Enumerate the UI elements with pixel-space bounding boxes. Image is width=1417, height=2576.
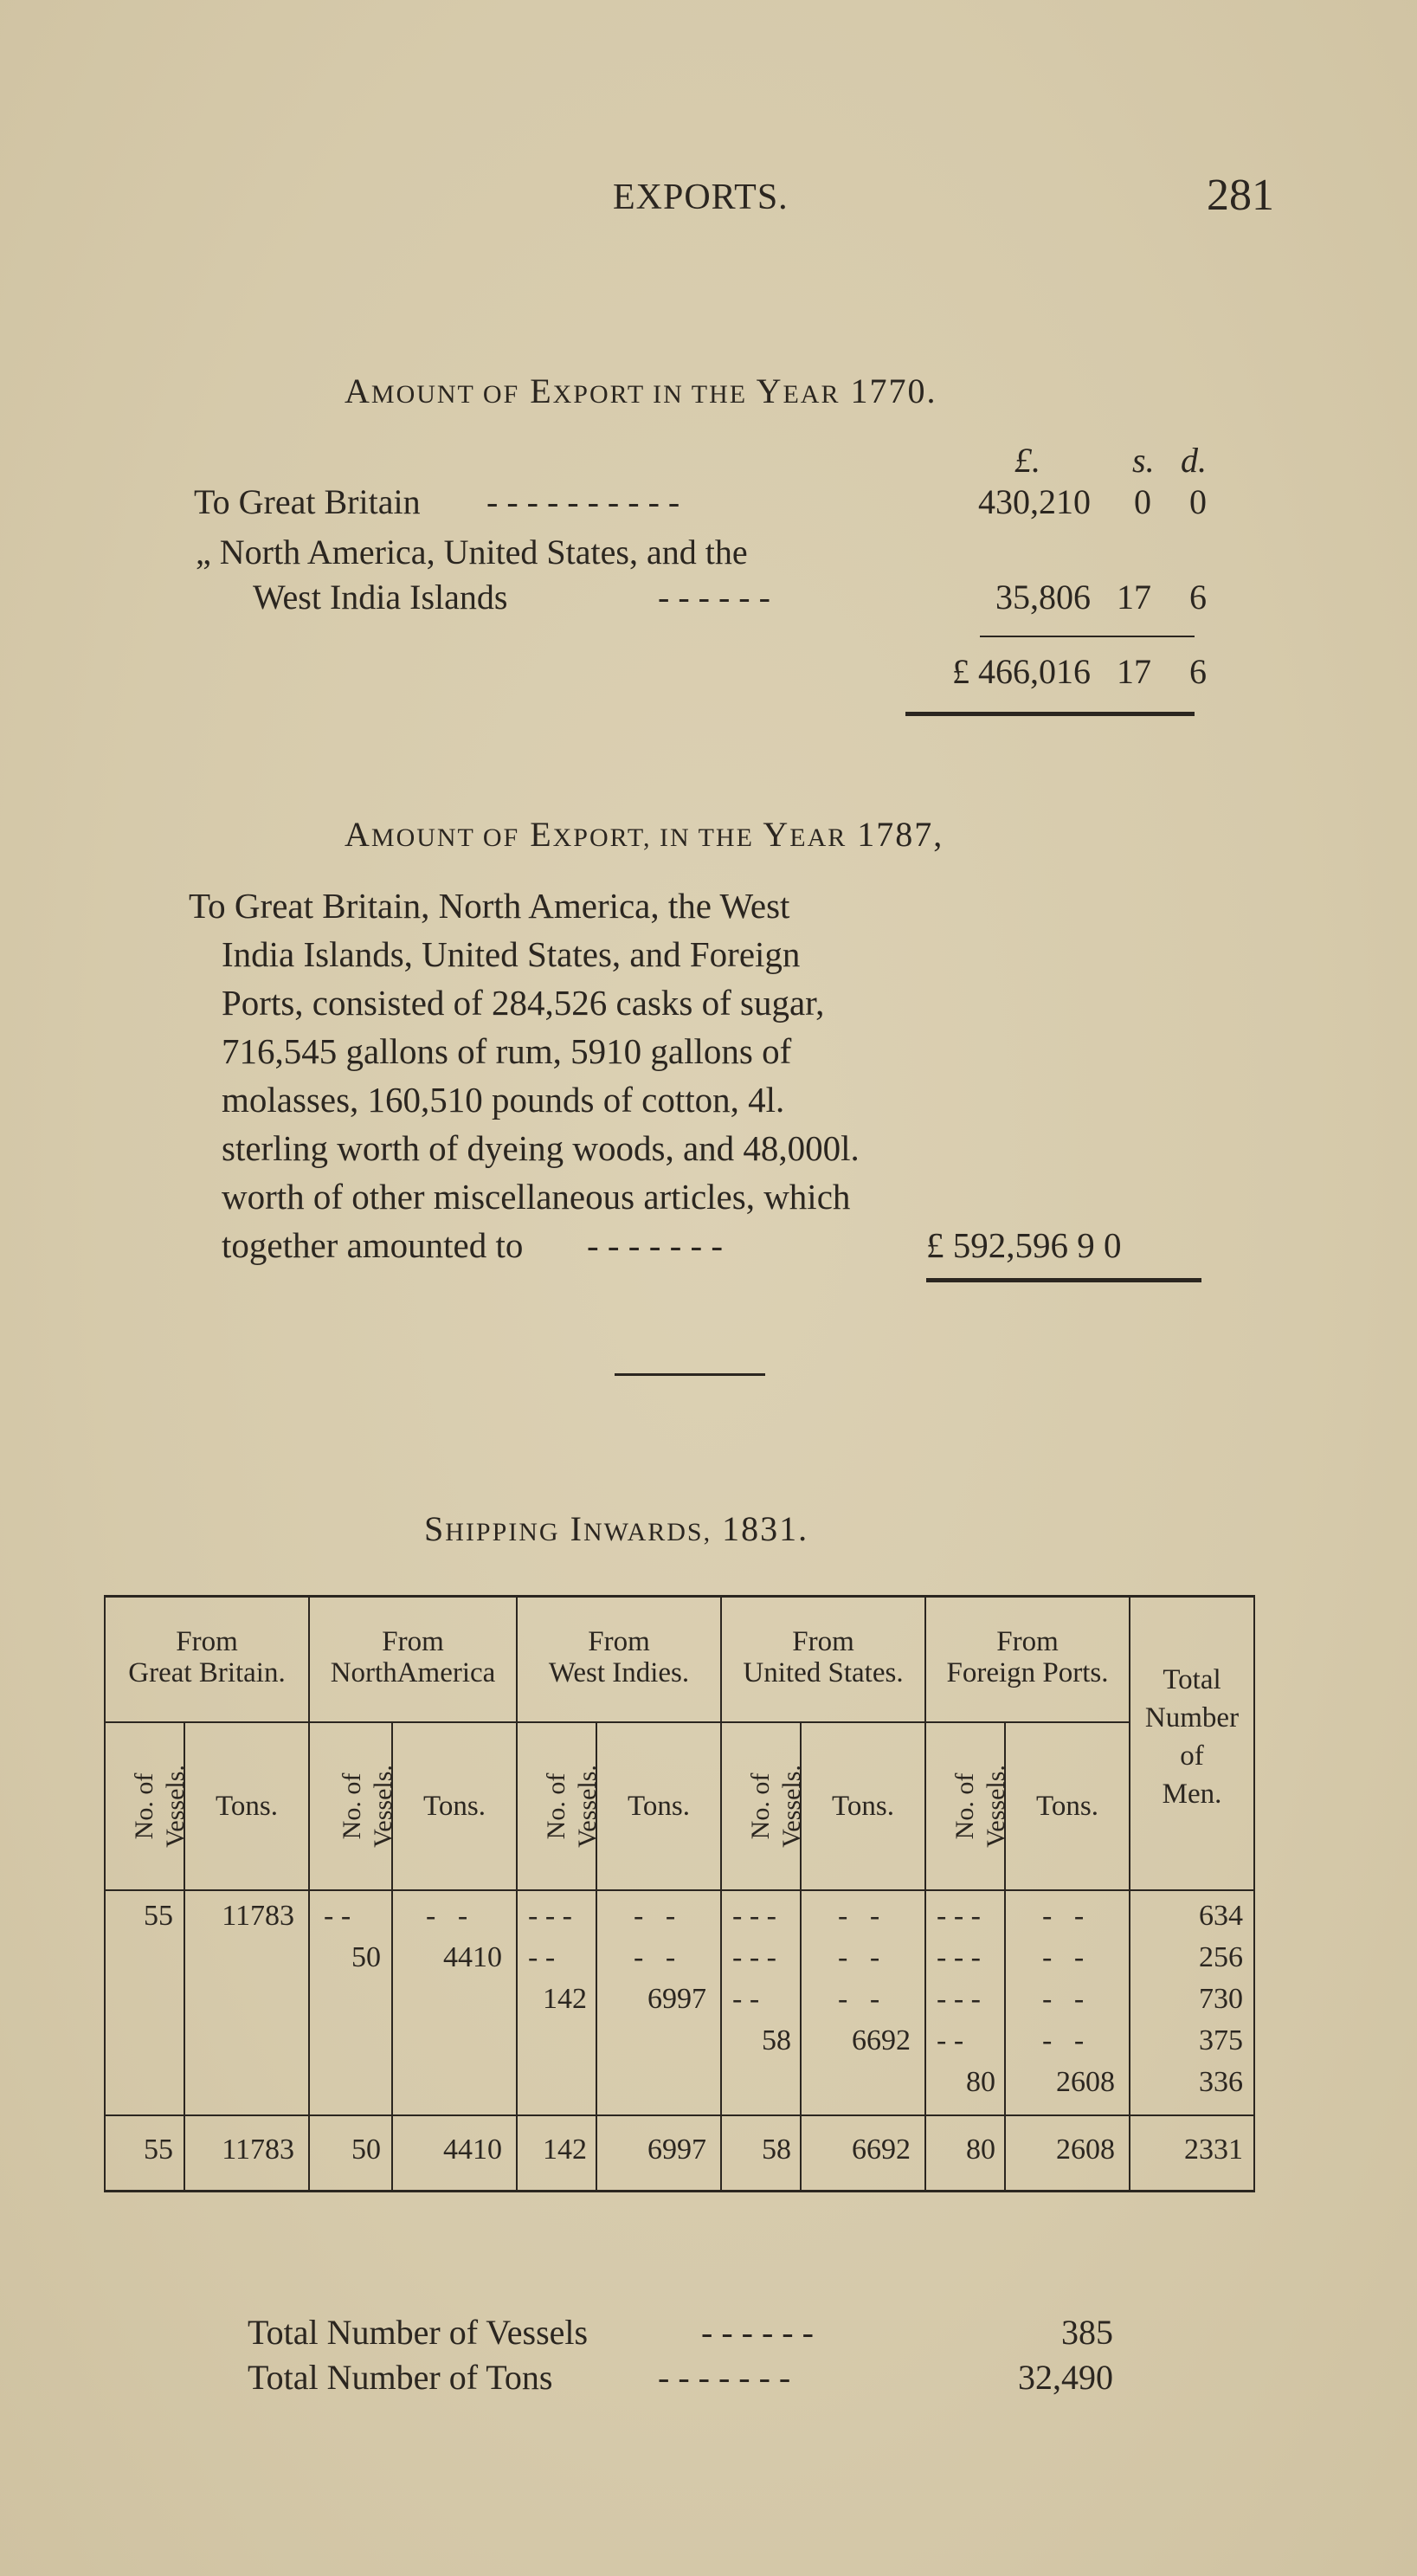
- row4-men: 375: [1199, 2024, 1243, 2056]
- section-title-1787: AMOUNT OF EXPORT, IN THE YEAR 1787,: [345, 815, 944, 854]
- paragraph-line: molasses, 160,510 pounds of cotton, 4l.: [222, 1080, 785, 1120]
- total-fp-vessels: 80: [966, 2134, 995, 2166]
- group-header-great-britain: From Great Britain.: [128, 1626, 286, 1688]
- row2-na-vessels: 50: [351, 1941, 381, 1973]
- row-west-india-pounds: 35,806: [995, 578, 1091, 617]
- row3-men: 730: [1199, 1983, 1243, 2015]
- pounds-header: £.: [1014, 441, 1040, 480]
- subheader-vessels: No. of Vessels.: [542, 1765, 602, 1848]
- total-us-vessels: 58: [762, 2134, 791, 2166]
- total-1770-shillings: 17: [1117, 652, 1151, 691]
- paragraph-line: worth of other miscellaneous articles, which: [222, 1177, 851, 1217]
- total-men-header: Total Number of Men.: [1144, 1664, 1240, 1810]
- summary-vessels-value: 385: [1061, 2313, 1113, 2352]
- paragraph-line: 716,545 gallons of rum, 5910 gallons of: [222, 1031, 792, 1071]
- row3-wi-vessels: 142: [543, 1983, 587, 2015]
- row-great-britain-shillings: 0: [1134, 482, 1151, 521]
- total-men: 2331: [1184, 2134, 1243, 2166]
- summary-tons-label: Total Number of Tons: [248, 2358, 553, 2397]
- row-west-india-shillings: 17: [1117, 578, 1151, 617]
- row-great-britain-leader: - - - - - - - - - -: [486, 482, 680, 521]
- row-west-india-label: West India Islands: [253, 578, 508, 617]
- paragraph-line: To Great Britain, North America, the West: [189, 886, 790, 926]
- total-wi-tons: 6997: [647, 2134, 706, 2166]
- row4-us-tons: 6692: [852, 2024, 911, 2056]
- subheader-vessels: No. of Vessels.: [950, 1765, 1010, 1848]
- row3-wi-tons: 6997: [647, 1983, 706, 2015]
- paragraph-line: together amounted to: [222, 1225, 524, 1265]
- subheader-vessels: No. of Vessels.: [338, 1765, 397, 1848]
- summary-tons-value: 32,490: [1018, 2358, 1113, 2397]
- row-great-britain-label: To Great Britain: [194, 482, 421, 521]
- row1-gb-vessels: 55: [144, 1900, 173, 1932]
- total-fp-tons: 2608: [1056, 2134, 1115, 2166]
- section-divider: [615, 1373, 765, 1376]
- total-na-tons: 4410: [443, 2134, 502, 2166]
- row-west-india-pence: 6: [1189, 578, 1207, 617]
- paragraph-line: Ports, consisted of 284,526 casks of sugar,: [222, 983, 825, 1023]
- subheader-vessels: No. of Vessels.: [130, 1765, 190, 1848]
- group-header-north-america: From NorthAmerica: [330, 1626, 496, 1688]
- group-header-united-states: From United States.: [743, 1626, 904, 1688]
- total-1770-pence: 6: [1189, 652, 1207, 691]
- row5-fp-vessels: 80: [966, 2066, 995, 2098]
- subheader-tons: Tons.: [216, 1791, 278, 1822]
- total-1787: £ 592,596 9 0: [926, 1225, 1122, 1265]
- row5-men: 336: [1199, 2066, 1243, 2098]
- total-1770-pounds: £ 466,016: [952, 652, 1091, 691]
- paragraph-line: India Islands, United States, and Foreign: [222, 934, 801, 974]
- double-rule-1770: [905, 712, 1195, 716]
- row2-men: 256: [1199, 1941, 1243, 1973]
- summary-vessels-label: Total Number of Vessels: [248, 2313, 589, 2352]
- row-west-india-leader: - - - - - -: [658, 578, 770, 617]
- summary-tons-leader: - - - - - - -: [658, 2358, 791, 2397]
- group-header-west-indies: From West Indies.: [548, 1626, 690, 1688]
- summary-vessels-leader: - - - - - -: [701, 2313, 814, 2352]
- paragraph-line: sterling worth of dyeing woods, and 48,000l.: [222, 1128, 860, 1168]
- paragraph-leader: - - - - - - -: [587, 1225, 724, 1265]
- total-wi-vessels: 142: [543, 2134, 587, 2166]
- total-gb-tons: 11783: [222, 2134, 294, 2166]
- subheader-tons: Tons.: [1036, 1791, 1098, 1822]
- page-number: 281: [1207, 171, 1274, 220]
- total-na-vessels: 50: [351, 2134, 381, 2166]
- section-title-shipping: SHIPPING INWARDS, 1831.: [424, 1509, 809, 1548]
- subheader-tons: Tons.: [832, 1791, 894, 1822]
- row-north-america-label: „ North America, United States, and the: [196, 533, 748, 571]
- total-us-tons: 6692: [852, 2134, 911, 2166]
- shipping-table: From Great Britain. From NorthAmerica From West Indies. From United States. From Foreign Ports. Total Number of Men. No. of Vessels. No. of Vessels. No. of Vessels. No. of Vessels. No. of Vessels. Tons. Tons. Tons. Tons. Tons. 55 11783 - - - - - - - - - - - - - - - - - - - 634 50 4410 - - - - - - - - - - - - - - 256 142 6997 - - - - - - - - - 730 58 6692 - - - - 375 80 2608 336 55 11783 50 4410 142 6997 58 6692 80 2608 2331: [104, 1595, 1255, 2192]
- double-rule-1787: [926, 1278, 1201, 1282]
- row-great-britain-pounds: 430,210: [978, 482, 1091, 521]
- row4-us-vessels: 58: [762, 2024, 791, 2056]
- total-gb-vessels: 55: [144, 2134, 173, 2166]
- row-great-britain-pence: 0: [1189, 482, 1207, 521]
- row5-fp-tons: 2608: [1056, 2066, 1115, 2098]
- pence-header: d.: [1181, 441, 1207, 480]
- shillings-header: s.: [1132, 441, 1155, 480]
- row1-men: 634: [1199, 1900, 1243, 1932]
- subheader-vessels: No. of Vessels.: [746, 1765, 806, 1848]
- row2-na-tons: 4410: [443, 1941, 502, 1973]
- section-title-1770: AMOUNT OF EXPORT IN THE YEAR 1770.: [345, 371, 937, 410]
- subheader-tons: Tons.: [423, 1791, 486, 1822]
- subheader-tons: Tons.: [628, 1791, 690, 1822]
- sum-rule: [980, 636, 1195, 637]
- row1-gb-tons: 11783: [222, 1900, 294, 1932]
- group-header-foreign-ports: From Foreign Ports.: [946, 1626, 1109, 1688]
- running-title: EXPORTS.: [613, 178, 789, 217]
